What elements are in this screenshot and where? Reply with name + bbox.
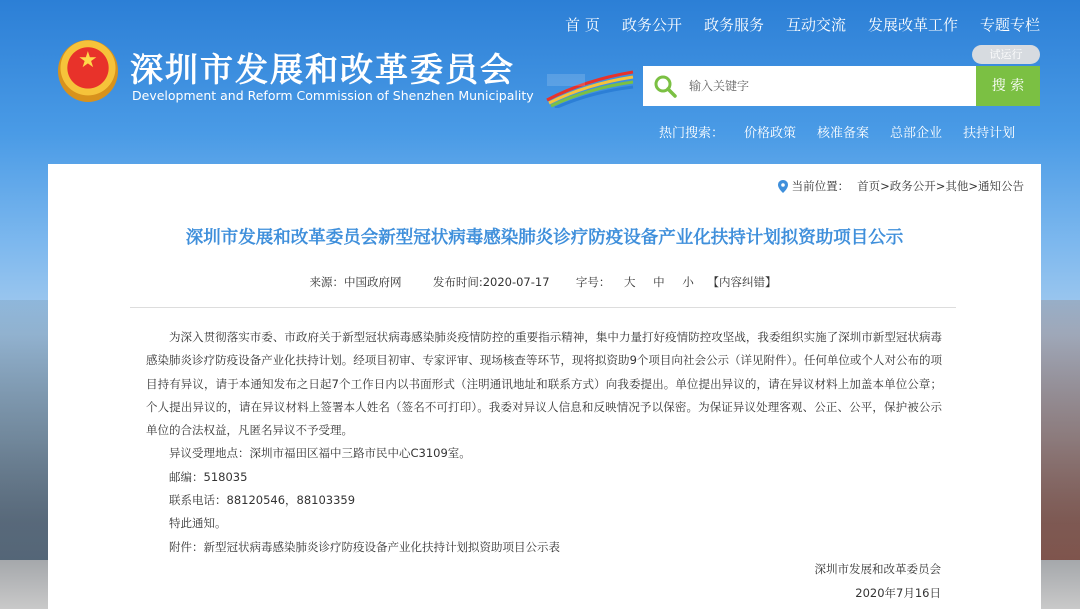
breadcrumb <box>778 178 1024 194</box>
publish-date-label: 发布时间: <box>432 275 483 289</box>
signature-organization: 深圳市发展和改革委员会 <box>814 562 941 576</box>
site-subtitle: Development and Reform Commission of Shenzhen Municipality <box>132 88 534 103</box>
breadcrumb-item-notices[interactable]: 通知公告 <box>978 179 1024 193</box>
search-icon <box>653 74 677 98</box>
national-emblem-logo[interactable]: ★ <box>58 40 118 102</box>
hot-search-item-approval-filing[interactable]: 核准备案 <box>817 126 870 141</box>
source-label: 来源： <box>309 275 345 289</box>
font-size-label: 字号： <box>575 275 611 289</box>
signature-block <box>815 557 942 605</box>
nav-interaction[interactable]: 互动交流 <box>785 16 846 34</box>
postcode: 邮编：518035 <box>169 469 248 484</box>
attachment-link[interactable]: 附件：新型冠状病毒感染肺炎诊疗防疫设备产业化扶持计划拟资助项目公示表 <box>169 539 560 554</box>
source-value: 中国政府网 <box>344 275 402 289</box>
breadcrumb-separator: > <box>880 179 890 193</box>
breadcrumb-item-other[interactable]: 其他 <box>945 179 969 193</box>
location-pin-icon <box>778 180 788 193</box>
font-size-large-button[interactable]: 大 <box>624 275 636 289</box>
breadcrumb-item-home[interactable]: 首页 <box>857 179 881 193</box>
site-title[interactable]: 深圳市发展和改革委员会 <box>130 50 515 89</box>
font-size-small-button[interactable]: 小 <box>682 275 694 289</box>
article-paragraph: 为深入贯彻落实市委、市政府关于新型冠状病毒感染肺炎疫情防控的重要指示精神，集中力量打好疫情防控攻坚战，我委组织实施了深圳市新型冠状病毒感染肺炎诊疗防疫设备产业化扶持计划。经项目初审、专家评审、现场核查等环节，现将拟资助9个项目向社会公示（详见附件）。任何单位或个人对公布的项目持有异议，请于本通知发布之日起7个工作日内以书面形式（注明通讯地址和联系方式）向我委提出。单位提出异议的，请在异议材料上加盖本单位公章；个人提出异议的，请在异议材料上签署本人姓名（签名不可打印）。我委对异议人信息和反映情况予以保密。为保证异议处理客观、公正、公平，保护被公示单位的合法权益，凡匿名异议不予受理。 <box>146 330 942 438</box>
font-size-medium-button[interactable]: 中 <box>653 275 665 289</box>
search-box <box>643 66 976 106</box>
objection-address: 异议受理地点：深圳市福田区福中三路市民中心C3109室。 <box>169 446 471 461</box>
trial-run-badge: 试运行 <box>972 45 1040 64</box>
nav-special-topics[interactable]: 专题专栏 <box>979 16 1040 34</box>
search-input[interactable] <box>687 78 961 94</box>
search-button[interactable]: 搜 索 <box>976 66 1040 106</box>
breadcrumb-separator: > <box>968 179 978 193</box>
contact-phone: 联系电话：88120546，88103359 <box>169 493 356 508</box>
nav-government-affairs-open[interactable]: 政务公开 <box>621 16 682 34</box>
notice-closing: 特此通知。 <box>169 516 227 531</box>
hot-search-bar <box>659 122 1036 141</box>
publish-date-value: 2020-07-17 <box>482 275 550 289</box>
nav-government-services[interactable]: 政务服务 <box>703 16 764 34</box>
nav-development-reform-work[interactable]: 发展改革工作 <box>867 16 958 34</box>
content-panel <box>48 164 1041 609</box>
hot-search-item-price-policy[interactable]: 价格政策 <box>744 126 797 141</box>
breadcrumb-separator: > <box>935 179 946 193</box>
title-divider <box>130 307 956 308</box>
article-meta <box>48 274 1041 290</box>
main-nav <box>543 14 1040 35</box>
hot-search-item-headquarters[interactable]: 总部企业 <box>890 126 943 141</box>
background-city-right <box>1035 300 1080 560</box>
hot-search-item-support-plan[interactable]: 扶持计划 <box>963 126 1016 141</box>
article-title: 深圳市发展和改革委员会新型冠状病毒感染肺炎诊疗防疫设备产业化扶持计划拟资助项目公示 <box>185 228 904 248</box>
signature-date: 2020年7月16日 <box>855 586 941 600</box>
shenzhen-china-logo <box>545 70 635 108</box>
nav-home[interactable]: 首 页 <box>565 16 600 34</box>
article-body <box>146 326 942 559</box>
breadcrumb-item-government-affairs-open[interactable]: 政务公开 <box>889 179 936 193</box>
breadcrumb-label: 当前位置： <box>791 179 850 193</box>
hot-search-label: 热门搜索： <box>659 126 725 141</box>
content-correction-link[interactable]: 【内容纠错】 <box>707 275 777 289</box>
